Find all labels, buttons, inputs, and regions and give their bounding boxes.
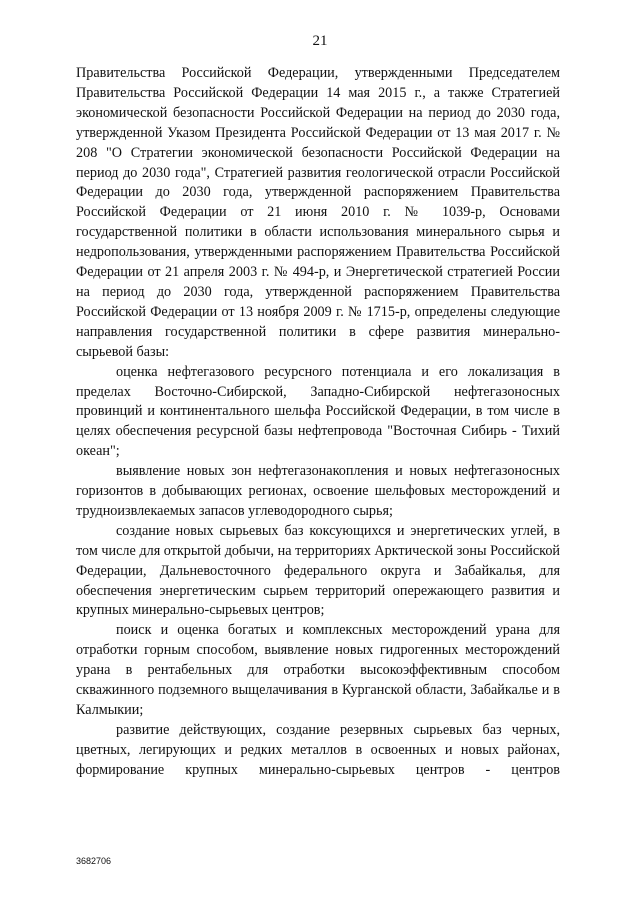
paragraph-uranium: поиск и оценка богатых и комплексных месторождений урана для отработки горным способом, выявление новых гидрогенных месторождений урана в рентабельных для отработки высокоэффективным способом скважинного подземного выщелачивания в Курганской области, Забайкалье и в Калмыкии;: [76, 622, 560, 718]
document-code: 3682706: [76, 856, 112, 866]
page-number: 21: [312, 33, 328, 49]
paragraph-intro: Правительства Российской Федерации, утвержденными Председателем Правительства Российской Федерации 14 мая 2015 г., а также Стратегией экономической безопасности Российской Федерации на период до 2030 года, утвержденной Указом Президента Российской Федерации от 13 мая 2017 г. № 208 "О Стратегии экономической безопасности Российской Федерации на период до 2030 года", Стратегией развития геологической отрасли Российской Федерации до 2030 года, утвержденной распоряжением Правительства Российской Федерации от 21 июня 2010 г. № 1039-р, Основами государственной политики в области использования минерального сырья и недропользования, утвержденными распоряжением Правительства Российской Федерации от 21 апреля 2003 г. № 494-р, и Энергетической стратегией России на период до 2030 года, утвержденной распоряжением Правительства Российской Федерации от 13 ноября 2009 г. № 1715-р, определены следующие направления государственной политики в сфере развития минерально-сырьевой базы:: [76, 65, 560, 360]
paragraph-new-zones: выявление новых зон нефтегазонакопления и новых нефтегазоносных горизонтов в добывающих регионах, освоение шельфовых месторождений и трудноизвлекаемых запасов углеводородного сырья;: [76, 463, 560, 519]
paragraph-metals: развитие действующих, создание резервных сырьевых баз черных, цветных, легирующих и редких металлов в освоенных и новых районах, формирование крупных минерально-сырьевых центров - центров: [76, 721, 560, 778]
paragraph-oil-gas-potential: оценка нефтегазового ресурсного потенциала и его локализация в пределах Восточно-Сибирской, Западно-Сибирской нефтегазоносных провинций и континентального шельфа Российской Федерации, в том числе в целях обеспечения ресурсной базы нефтепровода "Восточная Сибирь - Тихий океан";: [76, 363, 560, 460]
document-body: [76, 64, 560, 781]
paragraph-coal-bases: создание новых сырьевых баз коксующихся и энергетических углей, в том числе для открытой добычи, на территориях Арктической зоны Российской Федерации, Дальневосточного федерального округа и Забайкалья, для обеспечения энергетическим сырьем территорий опережающего развития и крупных минерально-сырьевых центров;: [76, 522, 560, 619]
